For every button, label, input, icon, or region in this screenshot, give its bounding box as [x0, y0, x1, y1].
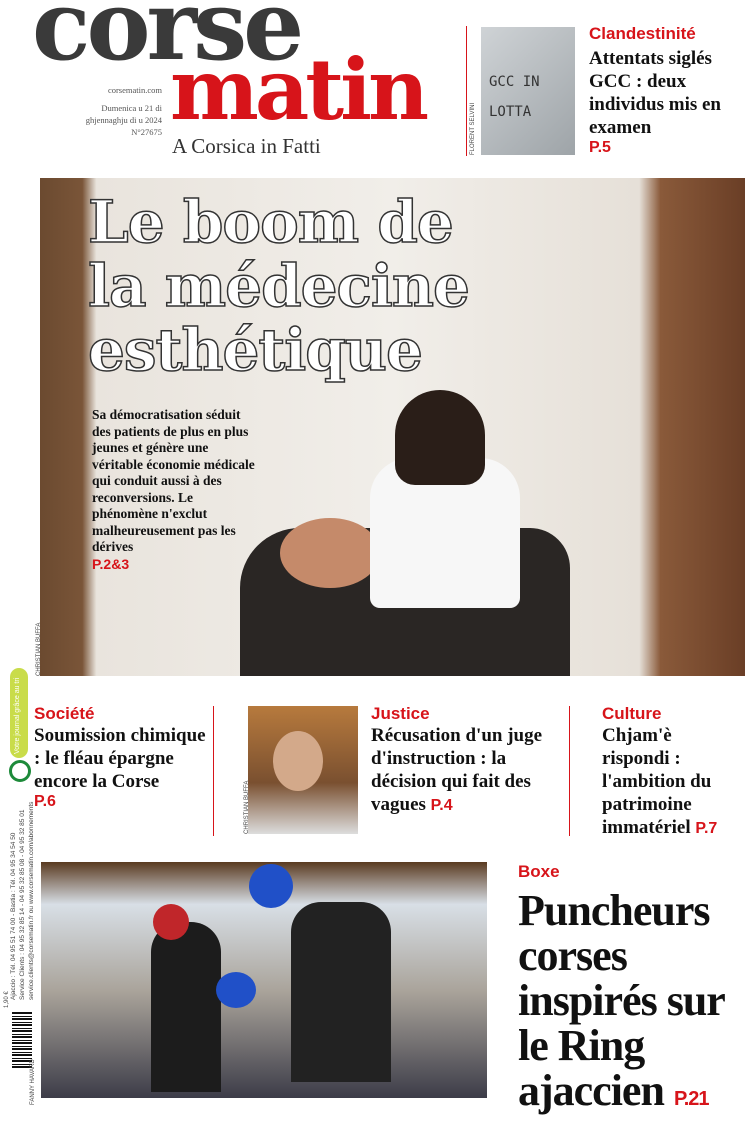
divider [569, 706, 570, 836]
kicker: Société [34, 704, 95, 723]
divider [213, 706, 214, 836]
photo-credit: FANNY HAVARD [30, 1059, 36, 1105]
headline: Chjam'è rispondi : l'ambition du patrimoine immatériel [602, 725, 712, 838]
contacts: Ajaccio : Tél. 04 95 51 74 00 - Bastia : Tél. 04 95 34 54 50 [10, 832, 17, 1000]
headline: Soumission chimique : le fléau épargne encore la Corse [34, 725, 206, 792]
page-ref: P.2&3 [92, 555, 130, 572]
boxer-left [151, 922, 221, 1092]
photo-credit: CHRISTIAN BUFFA [244, 780, 250, 834]
tagline: A Corsica in Fatti [172, 134, 321, 158]
graffiti-text: GCC IN LOTTA [489, 74, 540, 120]
blue-glove [216, 972, 256, 1008]
masthead-meta [70, 84, 162, 138]
patient-head [280, 518, 380, 588]
photo-credit: FLORENT SELVINI [470, 102, 476, 155]
website: corsematin.com [107, 85, 162, 95]
kicker: Boxe [518, 862, 560, 881]
photo-credit: CHRISTIAN BUFFA [36, 622, 42, 676]
issue-number: N°27675 [131, 127, 162, 137]
judge-face [273, 731, 323, 791]
lead-dek [92, 407, 262, 572]
title-line: Le boom de [88, 188, 453, 256]
email: service.clients@corsematin.fr ou www.corsematin.com/abonnements [28, 801, 35, 1000]
logo-matin: matin [170, 40, 426, 139]
logo-corse: corse [32, 0, 301, 82]
page-ref: P.21 [673, 1088, 709, 1110]
recycle-text: Votre journal grâce au tri [14, 677, 21, 754]
lead-title [88, 190, 469, 382]
page-ref: P.6 [34, 793, 56, 810]
date: Dumenica u 21 di ghjennaghju di u 2024 [85, 103, 162, 125]
page-ref: P.7 [695, 820, 718, 837]
kicker: Clandestinité [589, 24, 696, 43]
barcode [12, 1012, 32, 1068]
price: 1,90 € [4, 991, 10, 1008]
boxing-photo[interactable] [41, 862, 487, 1098]
title-line: esthétique [88, 316, 422, 384]
recycle-icon [9, 760, 31, 782]
teaser-story[interactable] [589, 24, 739, 157]
story-justice[interactable] [371, 704, 551, 817]
dek-text: Sa démocratisation séduit des patients de plus en plus jeunes et génère une véritable économie médicale qui conduit aussi à des reconversions. Le phénomène n'exclut malheureusement pas les dérives [92, 407, 255, 554]
boxer-right [291, 902, 391, 1082]
service-clients: Service Clients : 04 95 32 85 14 - 04 95 32 85 08 - 04 95 32 85 01 [19, 809, 26, 1000]
story-societe[interactable] [34, 704, 209, 811]
headline: Récusation d'un juge d'instruction : la décision qui fait des vagues [371, 725, 543, 815]
page-ref: P.5 [589, 139, 611, 156]
practitioner-head [395, 390, 485, 485]
headline: Attentats siglés GCC : deux individus mis en examen [589, 48, 721, 138]
page-ref: P.4 [430, 797, 453, 814]
red-headgear [153, 904, 189, 940]
divider [466, 26, 467, 156]
title-line: la médecine [88, 252, 469, 320]
headline: Puncheurs corses inspirés sur le Ring ajaccien [518, 886, 725, 1115]
story-boxe[interactable] [518, 862, 743, 1122]
kicker: Justice [371, 704, 430, 723]
kicker: Culture [602, 704, 662, 723]
justice-photo[interactable] [248, 706, 358, 834]
teaser-photo[interactable] [481, 27, 575, 155]
story-culture[interactable] [602, 704, 742, 840]
blue-headgear [249, 864, 293, 908]
